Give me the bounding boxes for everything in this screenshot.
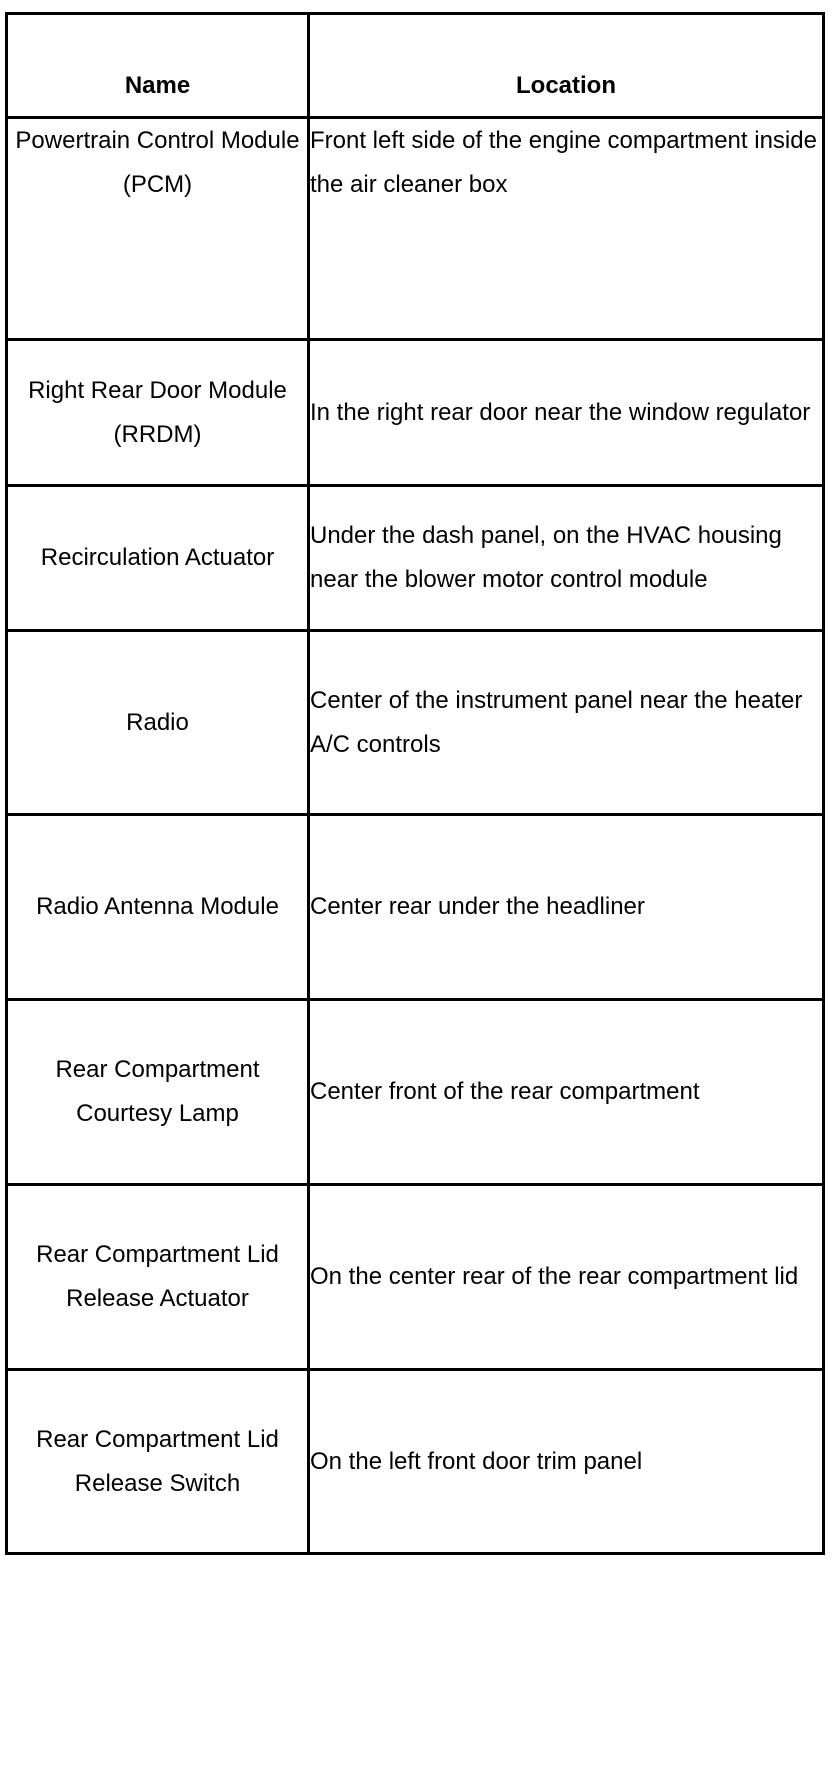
table-row bbox=[7, 1000, 824, 1185]
component-location: Center rear under the headliner bbox=[309, 815, 824, 1000]
component-location: On the left front door trim panel bbox=[309, 1370, 824, 1554]
component-name: Rear Compartment Courtesy Lamp bbox=[7, 1000, 309, 1185]
table-row bbox=[7, 486, 824, 631]
component-name: Radio Antenna Module bbox=[7, 815, 309, 1000]
component-name: Powertrain Control Module (PCM) bbox=[7, 118, 309, 340]
component-location-table bbox=[5, 12, 825, 1555]
table-row bbox=[7, 631, 824, 815]
component-location: On the center rear of the rear compartment lid bbox=[309, 1185, 824, 1370]
table-row bbox=[7, 1370, 824, 1554]
component-location: Under the dash panel, on the HVAC housing near the blower motor control module bbox=[309, 486, 824, 631]
table-row bbox=[7, 1185, 824, 1370]
table-row bbox=[7, 340, 824, 486]
table-header-row bbox=[7, 14, 824, 118]
component-location: Center of the instrument panel near the heater A/C controls bbox=[309, 631, 824, 815]
table-row bbox=[7, 815, 824, 1000]
component-name: Recirculation Actuator bbox=[7, 486, 309, 631]
component-name: Radio bbox=[7, 631, 309, 815]
component-name: Rear Compartment Lid Release Switch bbox=[7, 1370, 309, 1554]
column-header-location: Location bbox=[309, 14, 824, 118]
table-row bbox=[7, 118, 824, 340]
component-location: In the right rear door near the window regulator bbox=[309, 340, 824, 486]
component-name: Right Rear Door Module (RRDM) bbox=[7, 340, 309, 486]
component-name: Rear Compartment Lid Release Actuator bbox=[7, 1185, 309, 1370]
component-location: Front left side of the engine compartment inside the air cleaner box bbox=[309, 118, 824, 340]
column-header-name: Name bbox=[7, 14, 309, 118]
component-location: Center front of the rear compartment bbox=[309, 1000, 824, 1185]
